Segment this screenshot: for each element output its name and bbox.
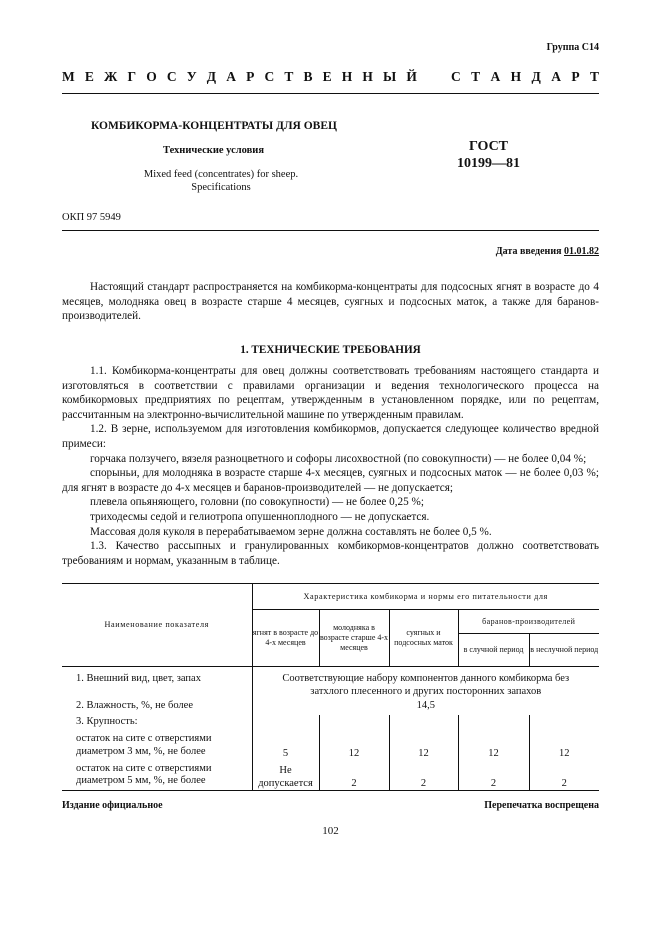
requirements-table [62,583,599,791]
gost-number: 10199—81 [457,156,520,171]
interstate-word: М Е Ж Г О С У Д А Р С Т В Е Н Н Ы Й [62,69,417,84]
official-edition: Издание официальное [62,800,163,811]
sieve5-rams-nonmating: 2 [529,761,599,791]
english-title-line1: Mixed feed (concentrates) for sheep. [143,169,299,180]
impurity-item: триходесмы седой и гелиотропа опушенноплодного — не допускается. [90,510,430,523]
sieve5-rams-mating: 2 [458,761,529,791]
english-title [135,168,307,194]
page-number: 102 [322,825,339,837]
sieve3-rams-nonmating: 12 [529,731,599,761]
section-title: 1. ТЕХНИЧЕСКИЕ ТРЕБОВАНИЯ [240,344,421,356]
reprint-prohibited: Перепечатка воспрещена [484,800,599,811]
introduction-date-value: 01.01.82 [564,246,599,257]
col-lambs: ягнят в возрасте до 4-х месяцев [252,610,319,667]
okp-rule [62,230,599,231]
document-subtitle: Технические условия [163,145,265,156]
col-rams-mating: в случной период [458,634,529,667]
gost-designation [457,138,520,172]
header-rule [62,93,599,94]
paragraph-1-1: 1.1. Комбикорма-концентраты для овец должны соответствовать требованиям настоящего стандарта и изготовляться в соответствии с правилами организации и ведения технологического процесса на комбикормовых предприятиях по рецептам, утвержденным в установленном порядке, или по рецептам, рассчитанным на электронно-вычислительной машине по утвержденным правилам. [62,365,599,421]
row-sieve3-label: остаток на сите с отверстиями диаметром 3 мм, %, не более [76,733,212,757]
col-rams: баранов-производителей [458,610,599,634]
col-ewes: суягных и подсосных маток [389,610,458,667]
group-label: Группа С14 [546,42,599,53]
col-young: молодняка в возрасте старше 4-х месяцев [319,610,389,667]
introduction-date-label: Дата введения [495,246,562,257]
row-size-label: 3. Крупность: [76,716,138,728]
introduction-date [496,246,599,257]
row-moisture-value: 14,5 [252,699,599,715]
row-sieve5-label: остаток на сите с отверстиями диаметром 5 мм, %, не более [76,762,212,787]
paragraph-1-3: 1.3. Качество рассыпных и гранулированных комбикормов-концентратов должно соответствовать требованиям и нормам, указанным в таблице. [62,540,599,567]
sieve3-rams-mating: 12 [458,731,529,761]
intro-paragraph-block [62,280,599,324]
sieve5-lambs: Не допускается [252,761,319,791]
standard-word: С Т А Н Д А Р Т [451,69,599,84]
indicator-header: Наименование показателя [62,584,252,667]
impurity-item: горчака ползучего, вязеля разноцветного и софоры лисохвостной (по совокупности) — не более 0,04 %; [90,452,587,465]
col-rams-nonmating: в неслучной период [529,634,599,667]
sieve5-young: 2 [319,761,389,791]
okp-code: ОКП 97 5949 [62,212,121,223]
sieve3-young: 12 [319,731,389,761]
paragraph-1-2: 1.2. В зерне, используемом для изготовления комбикормов, допускается следующее количество вредной примеси: [62,423,599,450]
intro-paragraph: Настоящий стандарт распространяется на комбикорма-концентраты для подсосных ягнят в возрасте до 4 месяцев, молодняка овец в возрасте старше 4 месяцев, суягных и подсосных маток, а также для баранов-производителей. [62,281,599,323]
cockle-limit: Массовая доля куколя в перерабатываемом зерне должна составлять не более 0,5 %. [90,525,492,538]
row-appearance-value: Соответствующие набору компонентов данного комбикорма без затхлого плесенного и других посторонних запахов [252,667,599,699]
sieve3-ewes: 12 [389,731,458,761]
sieve5-ewes: 2 [389,761,458,791]
document-title: КОМБИКОРМА-КОНЦЕНТРАТЫ ДЛЯ ОВЕЦ [91,120,337,132]
requirements-text [62,364,599,568]
interstate-standard-header [62,69,599,85]
english-title-line2: Specifications [191,182,251,193]
impurity-item: плевела опьяняющего, головни (по совокупности) — не более 0,25 %; [90,496,424,509]
gost-label: ГОСТ [468,139,509,154]
group-header: Характеристика комбикорма и нормы его питательности для [252,584,599,610]
row-moisture-label: 2. Влажность, %, не более [76,700,193,712]
row-appearance-label: 1. Внешний вид, цвет, запах [76,673,201,684]
impurity-item: спорыньи, для молодняка в возрасте старше 4-х месяцев, суягных и подсосных маток — не более 0,03 %; для ягнят в возрасте до 4-х месяцев и баранов-производителей — не допускается; [62,467,599,494]
sieve3-lambs: 5 [252,731,319,761]
